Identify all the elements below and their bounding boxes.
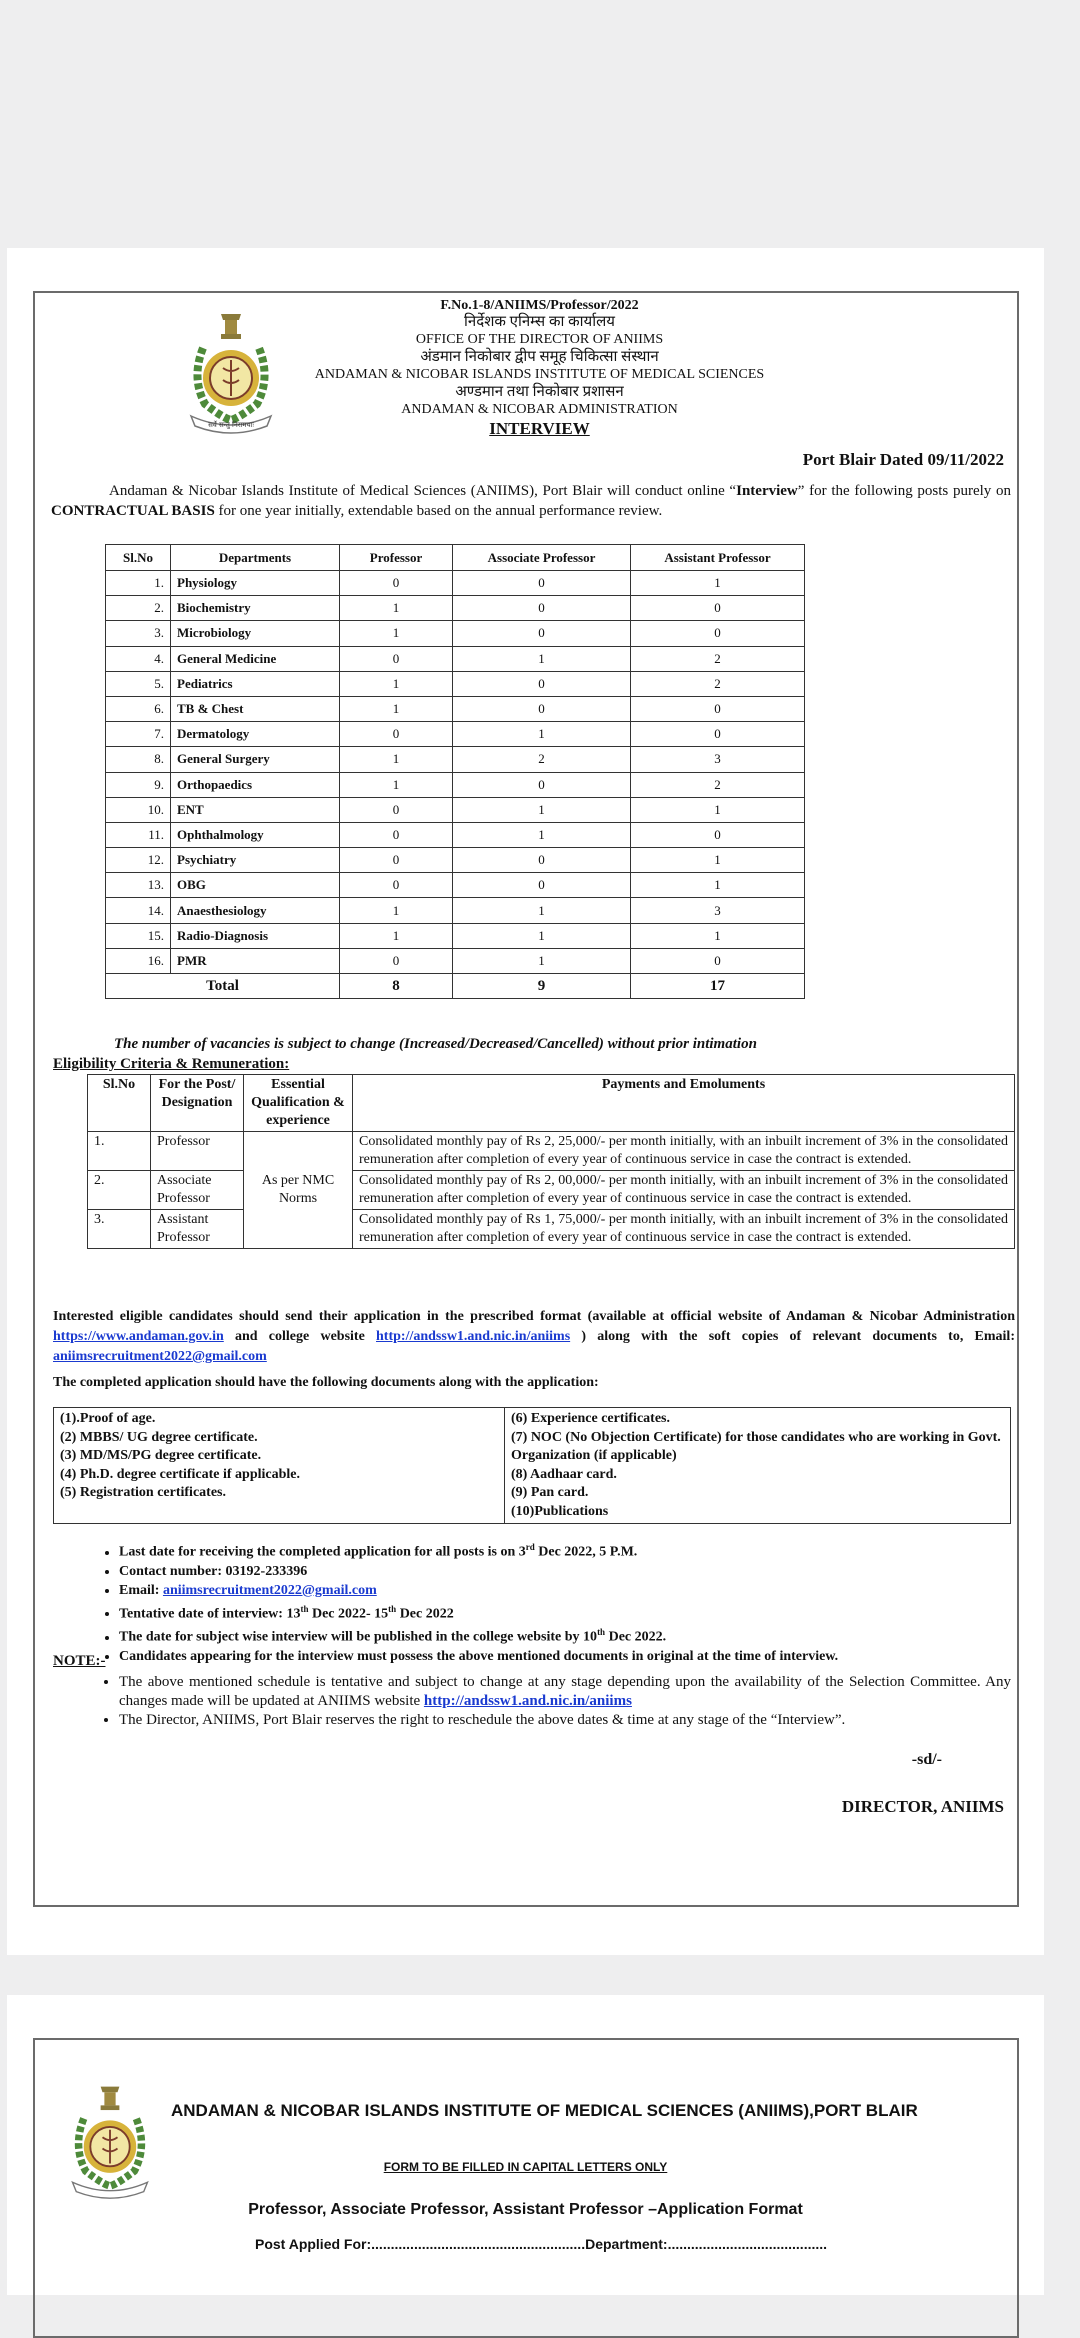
- institute-name: ANDAMAN & NICOBAR ISLANDS INSTITUTE OF MEDICAL SCIENCES: [314, 367, 765, 382]
- table-row: [106, 923, 805, 948]
- row-professor: 1: [340, 772, 453, 797]
- row-sl-no: 13.: [106, 873, 171, 898]
- row-assistant: 0: [631, 822, 805, 847]
- row-associate: 0: [453, 772, 631, 797]
- document-item: (2) MBBS/ UG degree certificate.: [60, 1429, 258, 1445]
- total-professor: 8: [340, 974, 453, 999]
- table-row: [106, 646, 805, 671]
- table-row: [106, 772, 805, 797]
- document-page-2: [7, 1995, 1044, 2295]
- row-professor: 0: [340, 873, 453, 898]
- row-assistant: 3: [631, 898, 805, 923]
- row-department: Orthopaedics: [171, 772, 340, 797]
- row-professor: 0: [340, 848, 453, 873]
- elig-post: Professor: [151, 1132, 244, 1171]
- tentative-date-item: • Tentative date of interview: 13th Dec 2022- 15th Dec 2022: [119, 1600, 1009, 1624]
- row-assistant: 1: [631, 848, 805, 873]
- signature-sd: -sd/-: [911, 1751, 942, 1768]
- docs-heading: The completed application should have the following documents along with the application:: [53, 1375, 599, 1390]
- row-associate: 0: [453, 596, 631, 621]
- row-sl-no: 9.: [106, 772, 171, 797]
- row-sl-no: 5.: [106, 671, 171, 696]
- document-item: (6) Experience certificates.: [511, 1411, 670, 1426]
- row-assistant: 1: [631, 923, 805, 948]
- row-sl-no: 4.: [106, 646, 171, 671]
- emblem-motto: सर्वे सन्तु निरामयाः: [208, 421, 254, 429]
- eligibility-row: [88, 1210, 1015, 1249]
- row-assistant: 0: [631, 621, 805, 646]
- table-row: [106, 671, 805, 696]
- form-institute-title: ANDAMAN & NICOBAR ISLANDS INSTITUTE OF MEDICAL SCIENCES (ANIIMS),PORT BLAIR: [171, 2101, 918, 2120]
- college-website-link[interactable]: http://andssw1.and.nic.in/aniims: [376, 1329, 571, 1344]
- row-professor: 0: [340, 822, 453, 847]
- eligibility-heading: Eligibility Criteria & Remuneration:: [53, 1056, 290, 1072]
- document-title: INTERVIEW: [489, 419, 590, 438]
- form-format-title: Professor, Associate Professor, Assistant Professor –Application Format: [248, 2201, 803, 2218]
- total-label: Total: [106, 974, 340, 999]
- table-row: [106, 898, 805, 923]
- row-associate: 1: [453, 948, 631, 973]
- eligibility-row: [88, 1171, 1015, 1210]
- table-row: [106, 948, 805, 973]
- total-associate: 9: [453, 974, 631, 999]
- row-department: ENT: [171, 797, 340, 822]
- post-applied-line: [255, 2236, 827, 2252]
- table-row: [106, 571, 805, 596]
- row-associate: 1: [453, 923, 631, 948]
- table-row: [106, 696, 805, 721]
- row-associate: 0: [453, 873, 631, 898]
- row-department: Pediatrics: [171, 671, 340, 696]
- row-department: Anaesthesiology: [171, 898, 340, 923]
- table-row: [106, 873, 805, 898]
- intro-interview: Interview: [736, 483, 798, 499]
- col-header: Associate Professor: [453, 545, 631, 571]
- document-item: (10)Publications: [511, 1503, 609, 1519]
- apply-text-2: and college website: [223, 1329, 377, 1344]
- vacancy-note: The number of vacancies is subject to change (Increased/Decreased/Cancelled) without prior intimation: [114, 1036, 757, 1052]
- row-associate: 0: [453, 621, 631, 646]
- row-sl-no: 3.: [106, 621, 171, 646]
- row-associate: 0: [453, 571, 631, 596]
- subject-date-item: • The date for subject wise interview will be published in the college website by 10th Dec 2022.: [119, 1623, 1009, 1647]
- row-associate: 1: [453, 898, 631, 923]
- documents-left: [54, 1408, 505, 1524]
- row-sl-no: 10.: [106, 797, 171, 822]
- row-associate: 1: [453, 722, 631, 747]
- office-hindi: निर्देशक एनिम्स का कार्यालय: [464, 314, 615, 330]
- row-assistant: 3: [631, 747, 805, 772]
- note-item: • The above mentioned schedule is tentative and subject to change at any stage depending upon the availability of the Selection Committee. Any changes made will be updated at ANIIMS website http://andssw1.and.nic.in/aniims: [119, 1673, 1011, 1711]
- row-sl-no: 15.: [106, 923, 171, 948]
- col-header: Departments: [171, 545, 340, 571]
- row-assistant: 1: [631, 797, 805, 822]
- intro-text-2: ” for the following posts purely on: [797, 483, 1012, 499]
- row-department: Radio-Diagnosis: [171, 923, 340, 948]
- row-professor: 0: [340, 948, 453, 973]
- documents-table: [53, 1407, 1011, 1524]
- col-header: Assistant Professor: [631, 545, 805, 571]
- apply-text-1: Interested eligible candidates should send their application in the prescribed format (available at official website of Andaman & Nicobar Administration: [53, 1309, 1015, 1324]
- elig-pay: Consolidated monthly pay of Rs 1, 75,000/- per month initially, with an inbuilt increment of 3% in the consolidated remuneration after completion of every year of continuous service in case the contract is extended.: [353, 1210, 1015, 1249]
- row-professor: 0: [340, 722, 453, 747]
- col-header: Sl.No: [106, 545, 171, 571]
- dated-line: Port Blair Dated 09/11/2022: [802, 450, 1004, 469]
- row-department: OBG: [171, 873, 340, 898]
- admin-website-link[interactable]: https://www.andaman.gov.in: [53, 1329, 224, 1344]
- documents-right: [505, 1408, 1011, 1524]
- row-professor: 1: [340, 898, 453, 923]
- apply-email-link[interactable]: aniimsrecruitment2022@gmail.com: [53, 1349, 267, 1364]
- note-heading: NOTE:-: [53, 1653, 106, 1669]
- note-item: • The Director, ANIIMS, Port Blair reserves the right to reschedule the above dates & time at any stage of the “Interview”.: [119, 1711, 1011, 1730]
- row-department: PMR: [171, 948, 340, 973]
- row-sl-no: 6.: [106, 696, 171, 721]
- row-professor: 1: [340, 671, 453, 696]
- row-assistant: 2: [631, 671, 805, 696]
- elig-col-header: Payments and Emoluments: [353, 1075, 1015, 1132]
- note-list: [99, 1673, 1011, 1730]
- row-professor: 0: [340, 571, 453, 596]
- elig-post: Associate Professor: [151, 1171, 244, 1210]
- document-item: (8) Aadhaar card.: [511, 1466, 617, 1482]
- intro-text-3: for one year initially, extendable based on the annual performance review.: [214, 503, 663, 519]
- row-department: General Medicine: [171, 646, 340, 671]
- row-professor: 1: [340, 696, 453, 721]
- row-sl-no: 12.: [106, 848, 171, 873]
- admin-hindi: अण्डमान तथा निकोबार प्रशासन: [455, 384, 624, 400]
- row-professor: 1: [340, 621, 453, 646]
- row-sl-no: 14.: [106, 898, 171, 923]
- row-assistant: 0: [631, 722, 805, 747]
- apply-text-3: ) along with the soft copies of relevant documents to, Email:: [570, 1329, 1015, 1344]
- row-professor: 0: [340, 797, 453, 822]
- note-website-link[interactable]: http://andssw1.and.nic.in/aniims: [423, 1693, 632, 1709]
- row-assistant: 1: [631, 571, 805, 596]
- row-professor: 1: [340, 923, 453, 948]
- intro-basis: CONTRACTUAL BASIS: [51, 503, 215, 519]
- table-row: [106, 797, 805, 822]
- col-header: Professor: [340, 545, 453, 571]
- apply-paragraph: [53, 1307, 1015, 1367]
- row-sl-no: 1.: [106, 571, 171, 596]
- original-docs-item: • Candidates appearing for the interview must possess the above mentioned documents in original at the time of interview.: [119, 1647, 1009, 1666]
- eligibility-row: [88, 1132, 1015, 1171]
- document-item: (7) NOC (No Objection Certificate) for those candidates who are working in Govt. Organization (if applicable): [511, 1429, 1001, 1463]
- contact-item: • Contact number: 03192-233396: [119, 1562, 1009, 1581]
- document-item: (3) MD/MS/PG degree certificate.: [60, 1448, 262, 1463]
- row-associate: 1: [453, 797, 631, 822]
- row-sl-no: 11.: [106, 822, 171, 847]
- document-item: (9) Pan card.: [511, 1485, 589, 1500]
- row-department: General Surgery: [171, 747, 340, 772]
- intro-paragraph: [51, 481, 1011, 521]
- intro-text-1: Andaman & Nicobar Islands Institute of Medical Sciences (ANIIMS), Port Blair will conduct online “: [109, 483, 737, 499]
- post-applied-field[interactable]: .......................................................: [371, 2236, 586, 2252]
- row-associate: 0: [453, 696, 631, 721]
- elig-col-header: Essential Qualification & experience: [244, 1075, 353, 1132]
- total-row: [106, 974, 805, 999]
- row-department: Physiology: [171, 571, 340, 596]
- table-row: [106, 596, 805, 621]
- eligibility-table: [87, 1074, 1015, 1249]
- department-field[interactable]: .........................................: [667, 2236, 828, 2252]
- document-item: (1).Proof of age.: [60, 1411, 156, 1426]
- department-label: Department:: [585, 2236, 668, 2252]
- row-department: TB & Chest: [171, 696, 340, 721]
- contact-email-link[interactable]: aniimsrecruitment2022@gmail.com: [162, 1582, 377, 1598]
- row-sl-no: 2.: [106, 596, 171, 621]
- row-professor: 0: [340, 646, 453, 671]
- table-row: [106, 848, 805, 873]
- document-item: (4) Ph.D. degree certificate if applicable.: [60, 1466, 301, 1482]
- last-date-item: • Last date for receiving the completed application for all posts is on 3rd Dec 2022, 5 P.M.: [119, 1538, 1009, 1562]
- elig-pay: Consolidated monthly pay of Rs 2, 25,000/- per month initially, with an inbuilt increment of 3% in the consolidated remuneration after completion of every year of continuous service in case the contract is extended.: [353, 1132, 1015, 1171]
- row-assistant: 0: [631, 596, 805, 621]
- row-department: Ophthalmology: [171, 822, 340, 847]
- row-professor: 1: [340, 596, 453, 621]
- signature-designation: DIRECTOR, ANIIMS: [841, 1797, 1004, 1816]
- elig-qualification: As per NMC Norms: [244, 1132, 353, 1249]
- office-title: OFFICE OF THE DIRECTOR OF ANIIMS: [415, 332, 664, 347]
- vacancy-table: [105, 544, 805, 999]
- admin-name: ANDAMAN & NICOBAR ADMINISTRATION: [401, 402, 678, 417]
- table-row: [106, 722, 805, 747]
- elig-col-header: Sl.No: [88, 1075, 151, 1132]
- elig-sl: 1.: [88, 1132, 151, 1171]
- row-associate: 1: [453, 822, 631, 847]
- row-sl-no: 16.: [106, 948, 171, 973]
- row-professor: 1: [340, 747, 453, 772]
- table-row: [106, 747, 805, 772]
- row-assistant: 2: [631, 646, 805, 671]
- row-department: Dermatology: [171, 722, 340, 747]
- elig-sl: 2.: [88, 1171, 151, 1210]
- elig-post: Assistant Professor: [151, 1210, 244, 1249]
- row-associate: 0: [453, 848, 631, 873]
- row-assistant: 2: [631, 772, 805, 797]
- important-dates-list: [99, 1538, 1009, 1666]
- table-row: [106, 621, 805, 646]
- row-assistant: 0: [631, 948, 805, 973]
- row-department: Psychiatry: [171, 848, 340, 873]
- document-item: (5) Registration certificates.: [60, 1485, 226, 1500]
- row-associate: 1: [453, 646, 631, 671]
- post-applied-label: Post Applied For:: [255, 2236, 372, 2252]
- file-number: F.No.1-8/ANIIMS/Professor/2022: [440, 298, 639, 313]
- total-assistant: 17: [631, 974, 805, 999]
- row-department: Microbiology: [171, 621, 340, 646]
- row-sl-no: 8.: [106, 747, 171, 772]
- elig-sl: 3.: [88, 1210, 151, 1249]
- document-page-1: [7, 248, 1044, 1955]
- email-item: • Email: aniimsrecruitment2022@gmail.com: [119, 1581, 1009, 1600]
- row-department: Biochemistry: [171, 596, 340, 621]
- institute-hindi: अंडमान निकोबार द्वीप समूह चिकित्सा संस्थान: [420, 349, 659, 365]
- row-assistant: 1: [631, 873, 805, 898]
- form-instruction: FORM TO BE FILLED IN CAPITAL LETTERS ONLY: [383, 2160, 668, 2174]
- page-border: [33, 2038, 1019, 2338]
- elig-col-header: For the Post/ Designation: [151, 1075, 244, 1132]
- aniims-emblem-icon: [65, 2081, 155, 2201]
- row-sl-no: 7.: [106, 722, 171, 747]
- row-associate: 2: [453, 747, 631, 772]
- table-row: [106, 822, 805, 847]
- row-associate: 0: [453, 671, 631, 696]
- row-assistant: 0: [631, 696, 805, 721]
- elig-pay: Consolidated monthly pay of Rs 2, 00,000/- per month initially, with an inbuilt increment of 3% in the consolidated remuneration after completion of every year of continuous service in case the contract is extended.: [353, 1171, 1015, 1210]
